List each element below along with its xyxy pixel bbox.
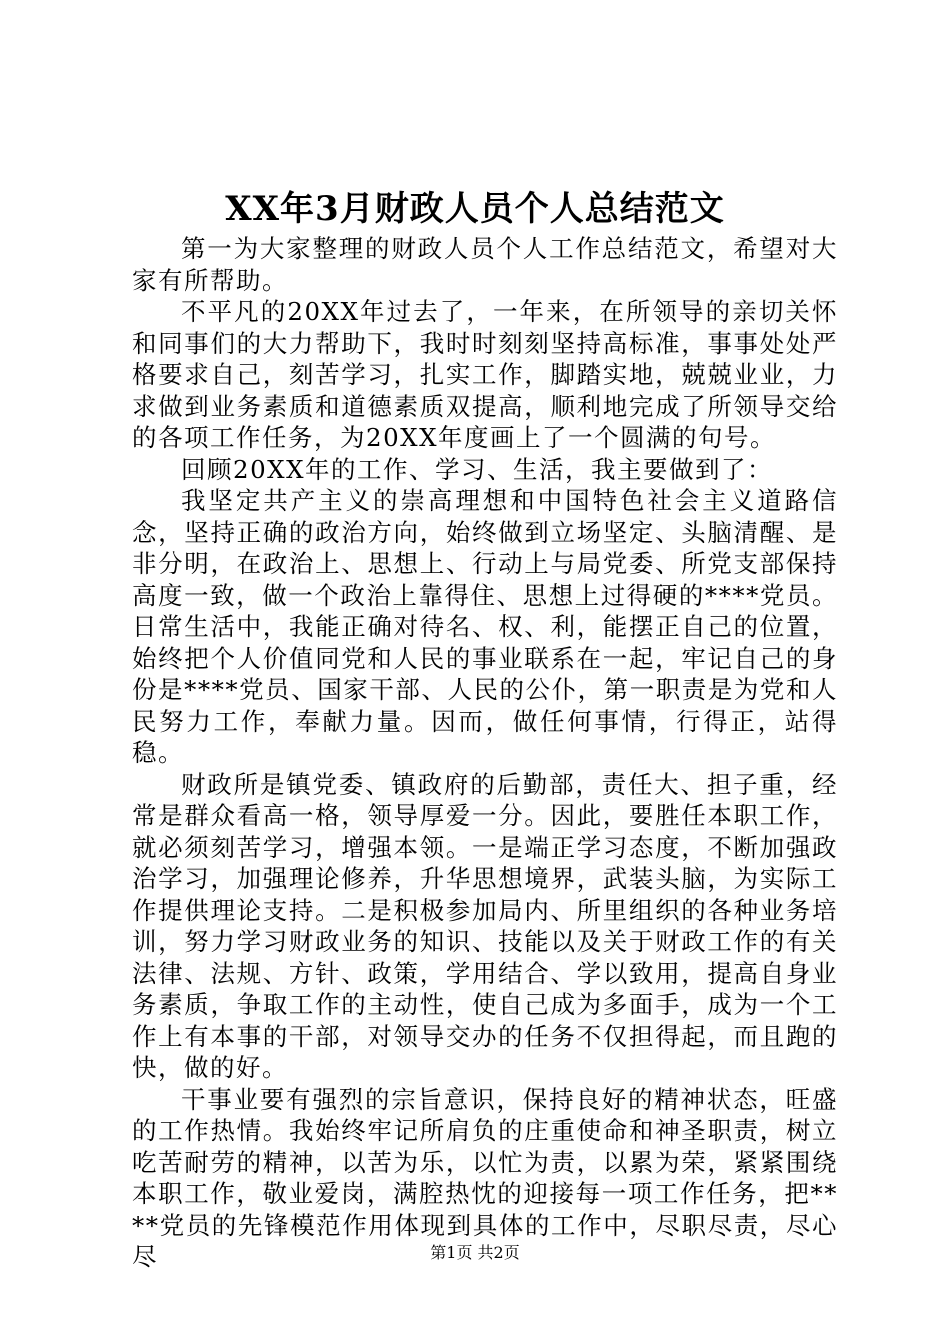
paragraph-political-stance: 我坚定共产主义的崇高理想和中国特色社会主义道路信念，坚持正确的政治方向，始终做到立场坚定、头脑清醒、是非分明，在政治上、思想上、行动上与局党委、所党支部保持高度一致，做一个政治上靠得住、思想上过得硬的****党员。日常生活中，我能正确对待名、权、利，能摆正自己的位置，始终把个人价值同党和人民的事业联系在一起，牢记自己的身份是****党员、国家干部、人民的公仆，第一职责是为党和人民努力工作，奉献力量。因而，做任何事情，行得正，站得稳。: [132, 486, 838, 767]
paragraph-study: 财政所是镇党委、镇政府的后勤部，责任大、担子重，经常是群众看高一格，领导厚爱一分。因此，要胜任本职工作，就必须刻苦学习，增强本领。一是端正学习态度，不断加强政治学习，加强理论修养，升华思想境界，武装头脑，为实际工作提供理论支持。二是积极参加局内、所里组织的各种业务培训，努力学习财政业务的知识、技能以及关于财政工作的有关法律、法规、方针、政策，学用结合、学以致用，提高自身业务素质，争取工作的主动性，使自己成为多面手，成为一个工作上有本事的干部，对领导交办的任务不仅担得起，而且跑的快，做的好。: [132, 769, 838, 1082]
paragraph-year-review: 不平凡的20XX年过去了，一年来，在所领导的亲切关怀和同事们的大力帮助下，我时时刻刻坚持高标准，事事处处严格要求自己，刻苦学习，扎实工作，脚踏实地，兢兢业业，力求做到业务素质和道德素质双提高，顺利地完成了所领导交给的各项工作任务，为20XX年度画上了一个圆满的句号。: [132, 297, 838, 452]
page-number-footer: 第1页 共2页: [430, 1243, 520, 1262]
document-body: [132, 233, 838, 1273]
document-title: XX年3月财政人员个人总结范文: [225, 189, 725, 229]
paragraph-intro: 第一为大家整理的财政人员个人工作总结范文，希望对大家有所帮助。: [132, 234, 838, 295]
paragraph-review-lead: 回顾20XX年的工作、学习、生活，我主要做到了：: [181, 454, 774, 484]
paragraph-work-attitude: 干事业要有强烈的宗旨意识，保持良好的精神状态，旺盛的工作热情。我始终牢记所肩负的庄重使命和神圣职责，树立吃苦耐劳的精神，以苦为乐，以忙为责，以累为荣，紧紧围绕本职工作，敬业爱岗，满腔热忱的迎接每一项工作任务，把****党员的先锋模范作用体现到具体的工作中，尽职尽责，尽心尽: [132, 1084, 838, 1271]
